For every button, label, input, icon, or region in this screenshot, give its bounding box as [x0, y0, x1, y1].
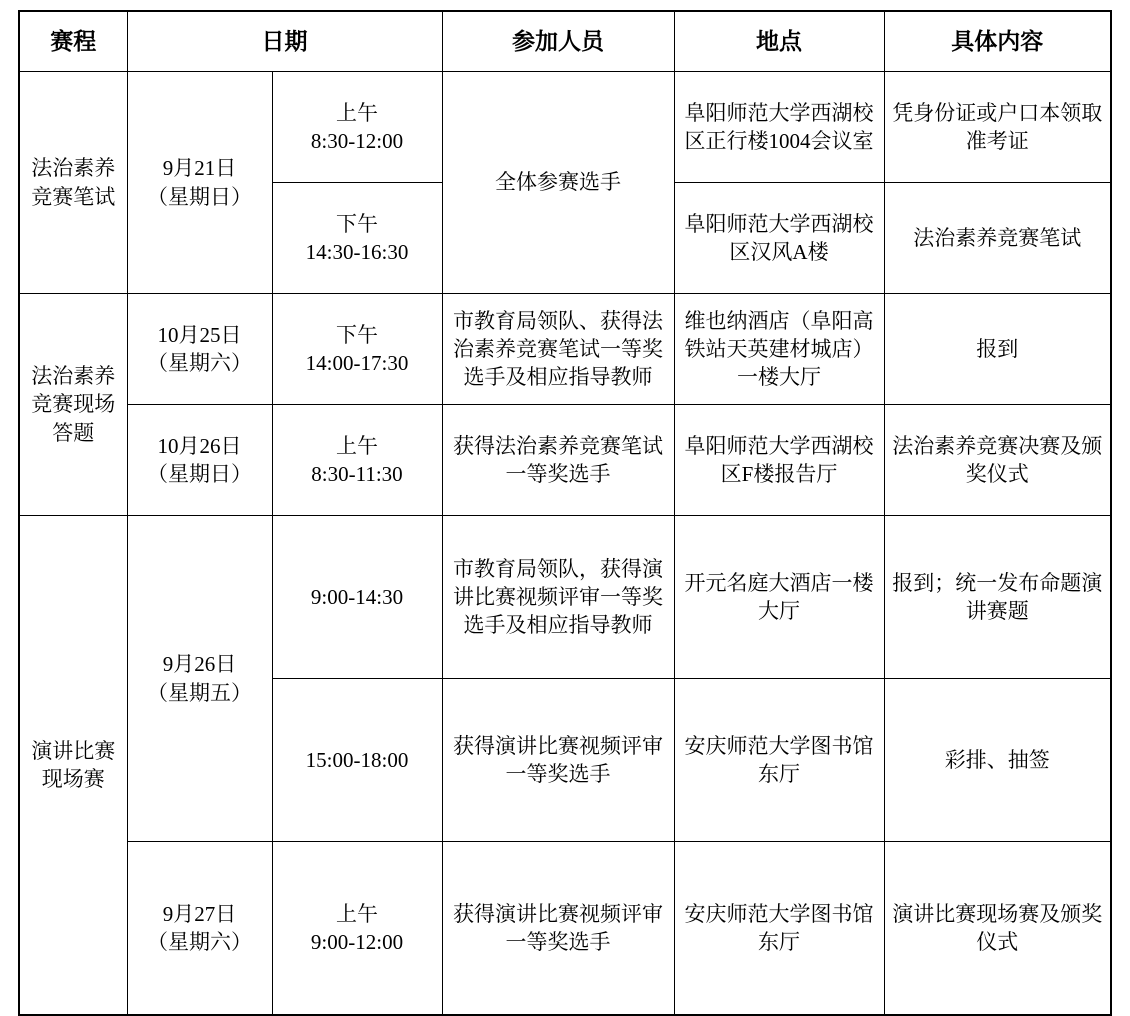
cell-time: 下午 14:30-16:30 [272, 183, 442, 294]
cell-time: 9:00-14:30 [272, 516, 442, 679]
cell-time: 上午 9:00-12:00 [272, 842, 442, 1016]
column-header-place: 地点 [674, 11, 884, 72]
schedule-table [18, 10, 1112, 1016]
cell-date: 9月26日 （星期五） [127, 516, 272, 842]
cell-people: 市教育局领队、获得法治素养竞赛笔试一等奖选手及相应指导教师 [442, 294, 674, 405]
cell-place: 阜阳师范大学西湖校区F楼报告厅 [674, 405, 884, 516]
cell-people: 获得演讲比赛视频评审一等奖选手 [442, 679, 674, 842]
cell-place: 维也纳酒店（阜阳高铁站天英建材城店）一楼大厅 [674, 294, 884, 405]
table-header [19, 11, 1111, 72]
cell-content: 报到 [884, 294, 1111, 405]
table-row [19, 842, 1111, 1016]
cell-content: 凭身份证或户口本领取准考证 [884, 72, 1111, 183]
cell-stage: 法治素养竞赛笔试 [19, 72, 127, 294]
cell-time: 上午 8:30-11:30 [272, 405, 442, 516]
cell-content: 演讲比赛现场赛及颁奖仪式 [884, 842, 1111, 1016]
column-header-stage: 赛程 [19, 11, 127, 72]
table-row [19, 516, 1111, 679]
cell-content: 报到；统一发布命题演讲赛题 [884, 516, 1111, 679]
cell-content: 彩排、抽签 [884, 679, 1111, 842]
cell-time: 下午 14:00-17:30 [272, 294, 442, 405]
cell-people: 获得法治素养竞赛笔试一等奖选手 [442, 405, 674, 516]
column-header-date: 日期 [127, 11, 442, 72]
cell-content: 法治素养竞赛笔试 [884, 183, 1111, 294]
cell-stage: 演讲比赛现场赛 [19, 516, 127, 1016]
cell-time: 15:00-18:00 [272, 679, 442, 842]
cell-date: 10月26日 （星期日） [127, 405, 272, 516]
cell-place: 阜阳师范大学西湖校区汉风A楼 [674, 183, 884, 294]
cell-stage: 法治素养竞赛现场答题 [19, 294, 127, 516]
cell-place: 安庆师范大学图书馆东厅 [674, 679, 884, 842]
cell-date: 9月27日 （星期六） [127, 842, 272, 1016]
column-header-content: 具体内容 [884, 11, 1111, 72]
table-body [19, 72, 1111, 1016]
table-row [19, 72, 1111, 183]
table-row [19, 405, 1111, 516]
table-header-row [19, 11, 1111, 72]
cell-place: 开元名庭大酒店一楼大厅 [674, 516, 884, 679]
cell-place: 阜阳师范大学西湖校区正行楼1004会议室 [674, 72, 884, 183]
cell-people: 获得演讲比赛视频评审一等奖选手 [442, 842, 674, 1016]
cell-date: 9月21日 （星期日） [127, 72, 272, 294]
cell-time: 上午 8:30-12:00 [272, 72, 442, 183]
cell-people: 市教育局领队，获得演讲比赛视频评审一等奖选手及相应指导教师 [442, 516, 674, 679]
column-header-people: 参加人员 [442, 11, 674, 72]
table-row [19, 294, 1111, 405]
cell-content: 法治素养竞赛决赛及颁奖仪式 [884, 405, 1111, 516]
cell-people: 全体参赛选手 [442, 72, 674, 294]
cell-place: 安庆师范大学图书馆东厅 [674, 842, 884, 1016]
cell-date: 10月25日 （星期六） [127, 294, 272, 405]
